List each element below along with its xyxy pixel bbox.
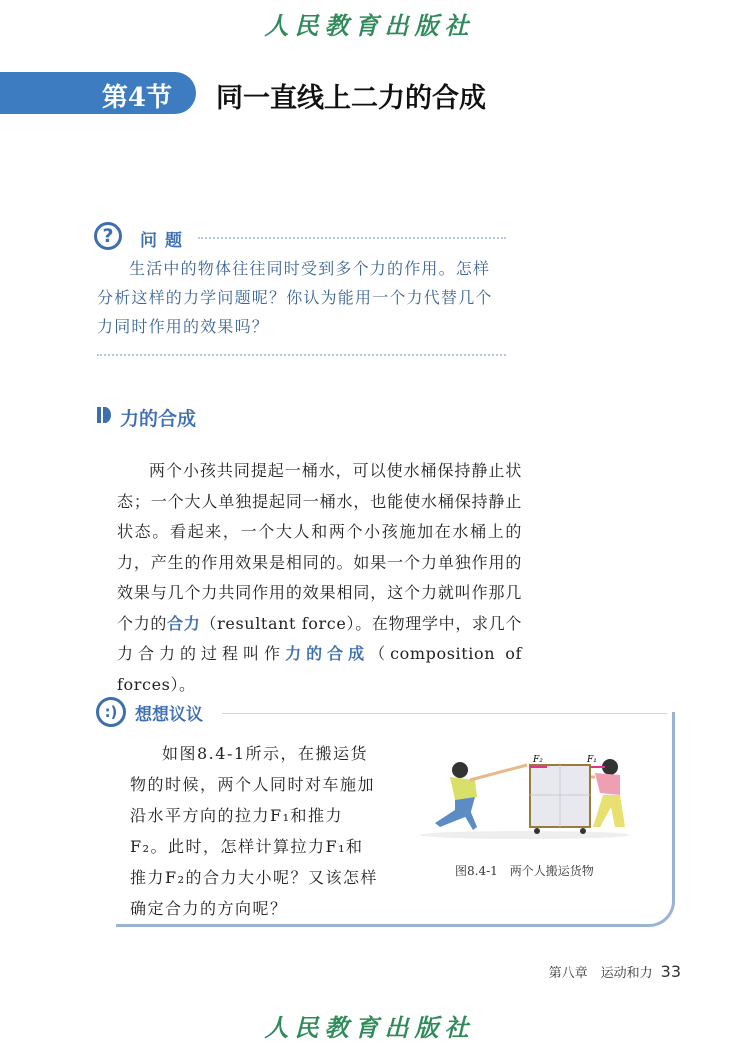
question-text: 生活中的物体往往同时受到多个力的作用。怎样分析这样的力学问题呢？你认为能用一个力代替几个力同时作用的效果吗？ — [97, 259, 493, 336]
body-text: （composition of forces）。 — [117, 644, 522, 694]
discussion-text: 如图8.4-1所示，在搬运货物的时候，两个人同时对车施加沿水平方向的拉力F₁和推力F₂。此时，怎样计算拉力F₁和推力F₂的合力大小呢？又该怎样确定合力的方向呢？ — [130, 744, 379, 918]
force-label-f1: F₁ — [587, 755, 597, 765]
body-text: 两个小孩共同提起一桶水，可以使水桶保持静止状态；一个大人单独提起同一桶水，也能使水桶保持静止状态。看起来，一个大人和两个小孩施加在水桶上的力，产生的作用效果是相同的。如果一个力单独作用的效果与几个力共同作用的效果相同，这个力就叫作那几个力的 — [117, 461, 522, 633]
page-footer — [549, 962, 681, 981]
term-resultant-force: 合力 — [167, 613, 201, 633]
question-label: 问题 — [140, 231, 190, 251]
page-number: 33 — [660, 962, 681, 981]
section-number: 第4节 — [101, 83, 172, 113]
section-number-banner — [0, 72, 196, 114]
force-label-f2: F₂ — [533, 755, 543, 765]
discussion-label: 想想议议 — [135, 705, 203, 725]
figure-two-people-moving-cart — [415, 755, 635, 840]
divider — [222, 713, 667, 714]
section-title: 同一直线上二力的合成 — [216, 83, 486, 114]
subsection-title: 力的合成 — [120, 408, 197, 430]
publisher-logo-top: 人民教育出版社 — [264, 11, 475, 40]
thinking-face-icon: :) — [96, 697, 126, 727]
question-icon: ? — [94, 222, 122, 250]
body-text: （resultant force）。在物理学中，求几个力合力的过程叫作 — [117, 613, 523, 663]
publisher-logo-bottom: 人民教育出版社 — [264, 1013, 475, 1042]
section-marker-icon — [97, 407, 111, 423]
figure-caption: 图8.4-1 两个人搬运货物 — [455, 864, 594, 878]
body-paragraph — [117, 456, 522, 700]
term-composition: 力的合成 — [285, 644, 370, 663]
chapter-name: 第八章 运动和力 — [548, 966, 653, 981]
divider — [198, 237, 506, 239]
divider — [97, 354, 506, 356]
